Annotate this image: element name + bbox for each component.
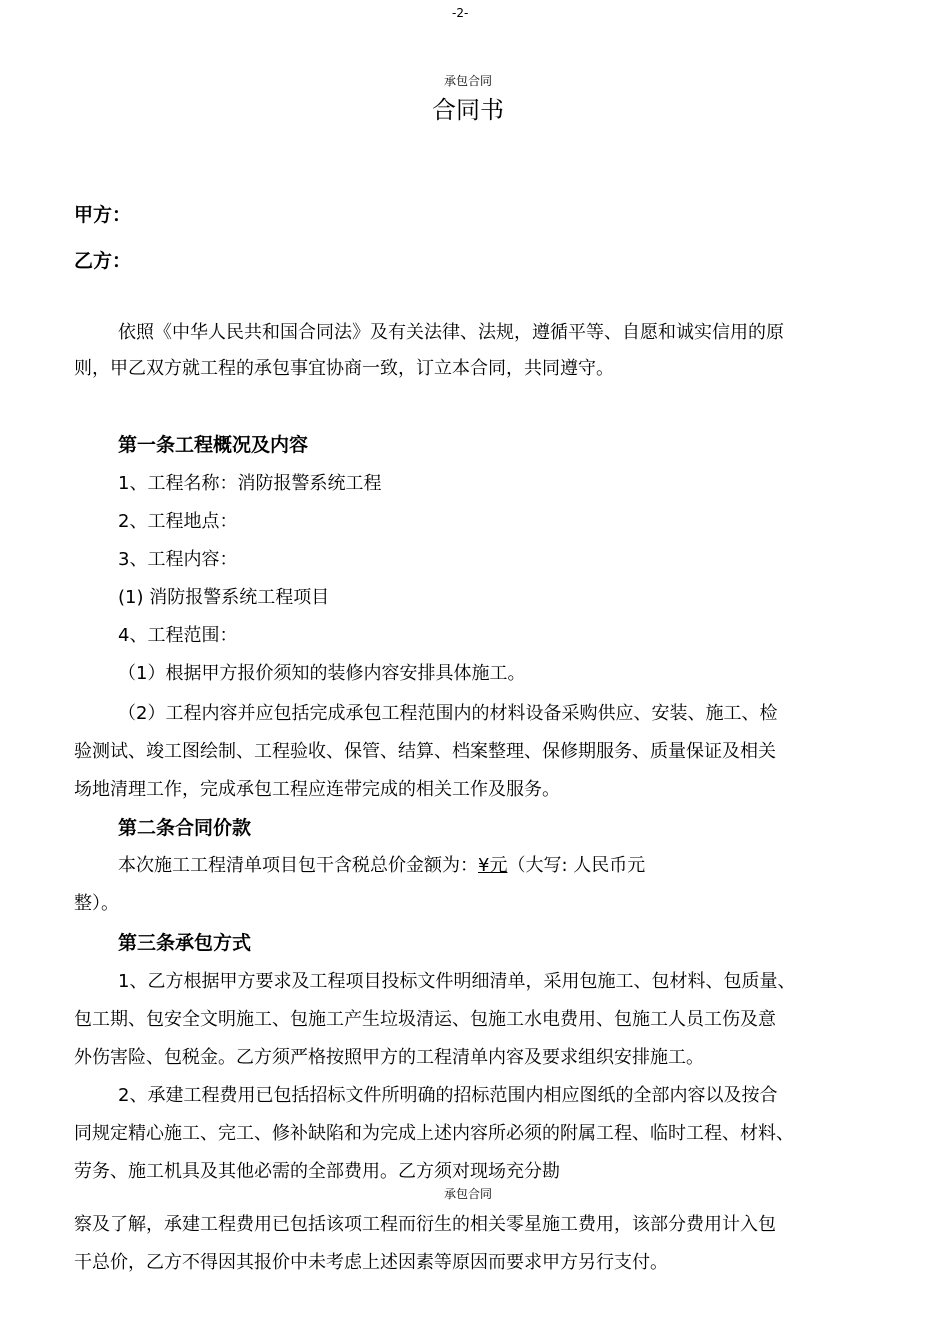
article1-item: 3、工程内容： bbox=[118, 549, 238, 570]
article2-line: 整）。 bbox=[74, 893, 119, 914]
article1-item: (1) 消防报警系统工程项目 bbox=[118, 587, 330, 608]
article1-item: 验测试、竣工图绘制、工程验收、保管、结算、档案整理、保修期服务、质量保证及相关 bbox=[74, 741, 776, 762]
document-title: 合同书 bbox=[432, 96, 504, 124]
price-suffix: （大写: 人民币元 bbox=[507, 855, 646, 876]
article3-line: 同规定精心施工、完工、修补缺陷和为完成上述内容所必须的附属工程、临时工程、材料、 bbox=[74, 1123, 794, 1144]
intro-line: 则，甲乙双方就工程的承包事宜协商一致，订立本合同，共同遵守。 bbox=[74, 358, 614, 379]
article3-line: 外伤害险、包税金。乙方须严格按照甲方的工程清单内容及要求组织安排施工。 bbox=[74, 1047, 704, 1068]
article1-item: 场地清理工作，完成承包工程应连带完成的相关工作及服务。 bbox=[74, 779, 560, 800]
article1-heading: 第一条工程概况及内容 bbox=[118, 434, 309, 456]
article3-line: 1、乙方根据甲方要求及工程项目投标文件明细清单，采用包施工、包材料、包质量、 bbox=[118, 971, 796, 992]
article1-item: 2、工程地点： bbox=[118, 511, 238, 532]
article3-line: 2、承建工程费用已包括招标文件所明确的招标范围内相应图纸的全部内容以及按合 bbox=[118, 1085, 778, 1106]
party-b-label: 乙方： bbox=[74, 250, 132, 272]
article1-item: （1）根据甲方报价须知的装修内容安排具体施工。 bbox=[118, 663, 526, 684]
article3-line: 包工期、包安全文明施工、包施工产生垃圾清运、包施工水电费用、包施工人员工伤及意 bbox=[74, 1009, 776, 1030]
article3-line: 干总价，乙方不得因其报价中未考虑上述因素等原因而要求甲方另行支付。 bbox=[74, 1252, 668, 1273]
running-header: 承包合同 bbox=[444, 74, 493, 88]
article2-heading: 第二条合同价款 bbox=[118, 817, 252, 839]
price-prefix: 本次施工工程清单项目包干含税总价金额为： bbox=[118, 855, 478, 876]
intro-line: 依照《中华人民共和国合同法》及有关法律、法规，遵循平等、自愿和诚实信用的原 bbox=[118, 322, 784, 343]
running-header-footer: 承包合同 bbox=[444, 1187, 493, 1201]
page-number: -2- bbox=[452, 6, 469, 20]
price-amount: ¥元 bbox=[478, 855, 508, 876]
article1-item: 4、工程范围： bbox=[118, 625, 238, 646]
article2-line bbox=[118, 851, 645, 877]
article3-heading: 第三条承包方式 bbox=[118, 932, 252, 954]
party-a-label: 甲方： bbox=[74, 204, 132, 226]
article1-item: 1、工程名称：消防报警系统工程 bbox=[118, 473, 382, 494]
article3-line: 劳务、施工机具及其他必需的全部费用。乙方须对现场充分勘 bbox=[74, 1161, 560, 1182]
article1-item: （2）工程内容并应包括完成承包工程范围内的材料设备采购供应、安装、施工、检 bbox=[118, 703, 778, 724]
article3-line: 察及了解，承建工程费用已包括该项工程而衍生的相关零星施工费用，该部分费用计入包 bbox=[74, 1214, 776, 1235]
